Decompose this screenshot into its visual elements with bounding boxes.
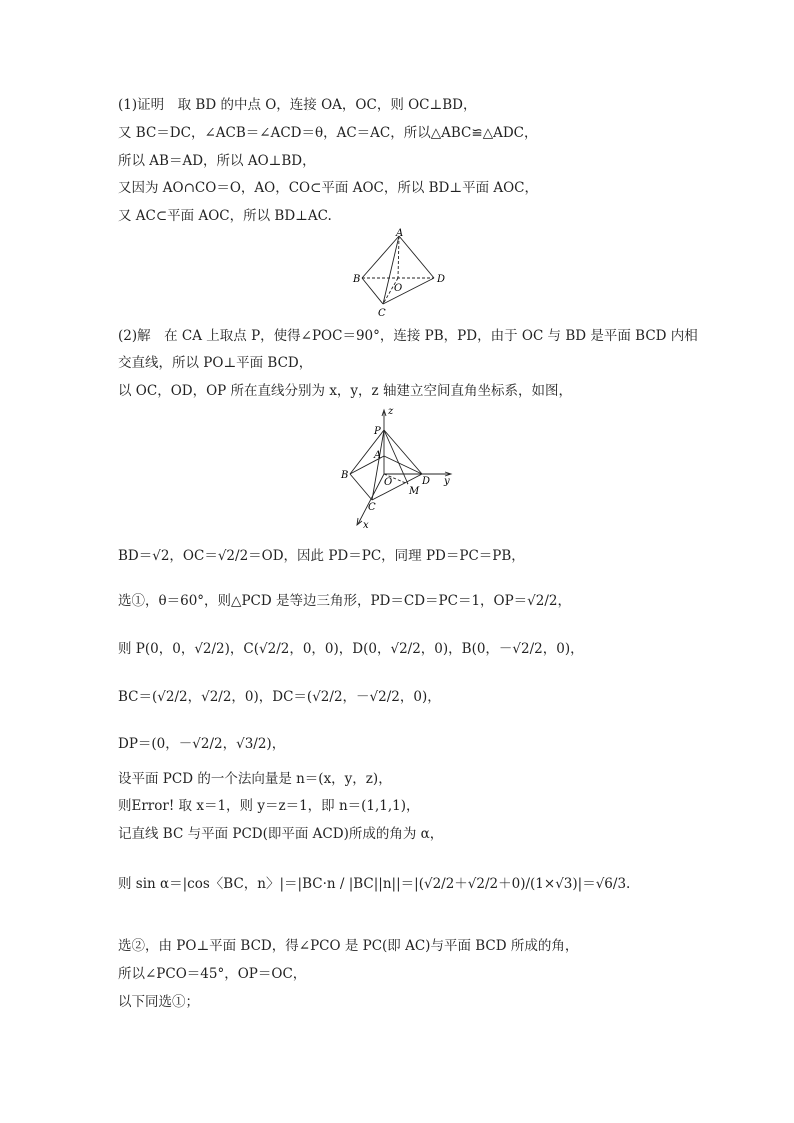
edge-pd bbox=[384, 430, 422, 474]
label-z: z bbox=[388, 406, 394, 417]
math-vectors-1: BC＝(√2/2，√2/2，0)，DC＝(√2/2，－√2/2，0)， bbox=[118, 689, 441, 705]
proof-line-2: 又 BC＝DC，∠ACB＝∠ACD＝θ，AC＝AC，所以△ABC≌△ADC， bbox=[118, 125, 538, 141]
label-p: P bbox=[374, 426, 381, 437]
math-points: 则 P(0，0，√2/2)，C(√2/2，0，0)，D(0，√2/2，0)，B(0，－√2/2，0)， bbox=[118, 641, 584, 657]
edge-ad bbox=[384, 456, 422, 474]
math-choice-2: 选②，由 PO⊥平面 BCD，得∠PCO 是 PC(即 AC)与平面 BCD 所成的角， bbox=[118, 938, 579, 954]
figure-coordinate-system bbox=[338, 404, 456, 532]
edge-bc bbox=[350, 474, 372, 500]
math-error: 则Error! 取 x＝1，则 y＝z＝1，即 n＝(1,1,1)， bbox=[118, 798, 420, 814]
proof-line-5: 又 AC⊂平面 AOC，所以 BD⊥AC. bbox=[118, 208, 332, 224]
label-d: D bbox=[422, 476, 431, 487]
label-c: C bbox=[378, 308, 386, 319]
label-m: M bbox=[409, 486, 420, 497]
figure-tetrahedron bbox=[345, 228, 455, 320]
proof-line-4: 又因为 AO∩CO＝O，AO，CO⊂平面 AOC，所以 BD⊥平面 AOC， bbox=[118, 180, 539, 196]
label-c: C bbox=[368, 502, 376, 513]
label-b: B bbox=[353, 274, 361, 285]
math-bd-line: BD＝√2，OC＝√2/2＝OD，因此 PD＝PC，同理 PD＝PC＝PB， bbox=[118, 548, 525, 564]
label-y: y bbox=[444, 476, 450, 487]
label-a: A bbox=[396, 228, 404, 239]
edge-ab bbox=[362, 236, 399, 278]
math-same: 以下同选①； bbox=[118, 994, 199, 1010]
label-x: x bbox=[363, 520, 369, 531]
proof-line-1: (1)证明 取 BD 的中点 O，连接 OA，OC，则 OC⊥BD， bbox=[118, 97, 477, 113]
edge-pc bbox=[372, 430, 384, 500]
math-choice-1: 选①，θ＝60°，则△PCD 是等边三角形，PD＝CD＝PC＝1，OP＝√2/2， bbox=[118, 593, 572, 609]
label-o: O bbox=[394, 283, 403, 294]
math-pco: 所以∠PCO＝45°，OP＝OC， bbox=[118, 966, 307, 982]
label-a: A bbox=[374, 450, 382, 461]
edge-pm bbox=[384, 430, 408, 484]
solution-line-1: (2)解 在 CA 上取点 P，使得∠POC＝90°，连接 PB，PD，由于 OC 与 BD 是平面 BCD 内相 bbox=[118, 328, 698, 344]
solution-line-3: 以 OC，OD，OP 所在直线分别为 x，y，z 轴建立空间直角坐标系，如图， bbox=[118, 383, 572, 399]
math-sin: 则 sin α＝|cos〈BC，n〉|＝|BC·n / |BC||n||＝|(√2/2＋√2/2＋0)/(1×√3)|＝√6/3. bbox=[118, 876, 631, 892]
edge-ao bbox=[398, 236, 399, 278]
proof-line-3: 所以 AB＝AD，所以 AO⊥BD， bbox=[118, 153, 316, 169]
edge-ad bbox=[399, 236, 434, 278]
math-vectors-2: DP＝(0，－√2/2，√3/2)， bbox=[118, 736, 286, 752]
math-normal: 设平面 PCD 的一个法向量是 n＝(x，y，z)， bbox=[118, 771, 392, 787]
edge-dc bbox=[383, 278, 434, 304]
math-angle: 记直线 BC 与平面 PCD(即平面 ACD)所成的角为 α， bbox=[118, 826, 444, 842]
label-b: B bbox=[341, 470, 349, 481]
edge-bc bbox=[362, 278, 383, 304]
label-d: D bbox=[437, 274, 446, 285]
label-o: O bbox=[384, 477, 393, 488]
solution-line-2: 交直线，所以 PO⊥平面 BCD， bbox=[118, 355, 313, 371]
